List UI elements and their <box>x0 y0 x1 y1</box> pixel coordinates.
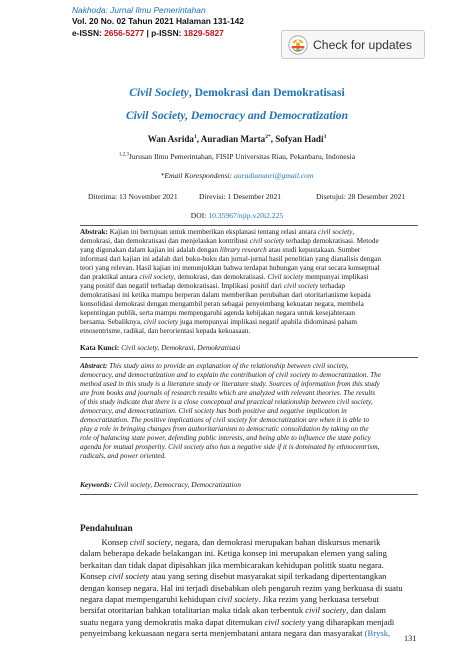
abstrak-term: Civil society <box>267 273 304 281</box>
author-1: Wan Asrida <box>147 134 194 145</box>
abstract-line: agenda for mutual prosperity. Civil society also has a negative side if it is dominated by ethnocentrism, <box>80 443 380 451</box>
journal-volume: Vol. 20 No. 02 Tahun 2021 Halaman 131-142 <box>72 16 244 27</box>
body-line <box>80 571 418 582</box>
doi-label: DOI: <box>190 211 209 220</box>
body-term: civil society <box>305 605 347 616</box>
body-text-run: yang diharapkan menjadi <box>305 616 395 627</box>
abstract-label: Abstract: <box>80 362 108 370</box>
abstrak-label: Abstrak: <box>80 228 108 236</box>
affiliation <box>0 152 474 161</box>
author-list: Wan Asrida$^1$, Auradian Marta$^{2*}$, Sofyan Hadi$^3$ <box>147 134 327 145</box>
kata-kunci <box>80 343 240 352</box>
abstrak-text: informasi dari kajian ini adalah dari buku-buku dan jurnal-jurnal hasil penelitian yang dianalisis dengan <box>80 255 381 263</box>
divider-middle <box>80 357 418 358</box>
kata-kunci-text: Civil society, Demokrasi, Demokratisasi <box>119 343 241 352</box>
abstrak-text: etnosentrisme, radikal, dan berorientasi kepada kekuasaan. <box>80 327 251 335</box>
check-for-updates-label: Check for updates <box>313 37 412 52</box>
date-revised: Direvisi: 1 Desember 2021 <box>199 192 282 201</box>
body-text-run: , negara, dan demokrasi merupakan bahan diskursus menarik <box>170 537 381 547</box>
abstrak-line <box>80 228 418 237</box>
body-text-run: suatu negara yang demokratis maka dapat ditemukan <box>80 616 265 627</box>
body-text-run: Konsep <box>80 537 130 547</box>
abstrak-line <box>80 291 418 300</box>
abstract-line: democratization. The positive implications of civil society for democratization are when it is able to <box>80 416 370 424</box>
kata-kunci-label: Kata Kunci: <box>80 343 120 352</box>
body-text-run: penyeimbang kekuasaan negara serta menjembatani antara negara dan masyarakat <box>80 628 365 639</box>
body-term: civil society <box>217 594 259 605</box>
keywords <box>80 480 241 489</box>
author-2: Auradian Marta <box>200 134 266 145</box>
abstract-line <box>80 362 418 371</box>
abstrak-line <box>80 327 418 336</box>
body-line <box>80 628 418 639</box>
abstrak-text: juga mempunyai implikasi negatif apabila didominasi paham <box>178 318 358 326</box>
body-text-run: . Jika rezim yang berkuasa tersebut <box>258 594 380 605</box>
abstrak-term: library research <box>219 246 267 254</box>
crossmark-icon <box>288 35 308 55</box>
abstrak-line <box>80 246 418 255</box>
journal-header <box>72 5 244 39</box>
divider-top <box>80 225 418 226</box>
body-line <box>80 605 418 616</box>
abstract-text: This study aims to provide an explanation of the relationship between civil society, <box>107 362 349 370</box>
body-text <box>80 537 418 640</box>
abstract-line: play a role in bringing changes from authoritarianism to democratic consolidation by taking on the <box>80 425 369 433</box>
abstrak-text: atau studi kepustakaan. Sumber <box>266 246 361 254</box>
body-line <box>80 537 418 548</box>
eissn-label: e-ISSN: <box>72 27 105 38</box>
body-text-run: Konsep <box>80 571 109 582</box>
body-line: dengan konsep negara. Hal ini terjadi disebabkan oleh pengaruh rezim yang berkuasa di suatu <box>80 582 403 593</box>
abstrak-line <box>80 264 418 273</box>
abstrak-line <box>80 255 418 264</box>
divider-bottom <box>80 494 418 495</box>
title-id-rest: , Demokrasi dan Demokratisasi <box>188 86 345 99</box>
date-accepted: Disetujui: 28 Desember 2021 <box>316 192 406 201</box>
affiliation-sup: 1,2,3 <box>118 152 129 158</box>
body-line: berkaitan dan tidak dapat dipisahkan jika membicarakan kehidupan politik suatu negara. <box>80 559 384 570</box>
abstrak-term: civil society <box>249 237 285 245</box>
abstrak-text: , demokrasi, dan demokratisasi. <box>173 273 268 281</box>
abstrak-text: , <box>352 228 355 236</box>
body-text-run: , dan dalam <box>346 605 386 616</box>
affiliation-text: Jurusan Ilmu Pemerintahan, FISIP Universitas Riau, Pekanbaru, Indonesia <box>128 152 356 161</box>
author-3: Sofyan Hadi <box>275 134 324 145</box>
date-received: Diterima: 13 November 2021 <box>88 192 178 201</box>
abstract-line: role of balancing state power, defending public interests, and being able to influence the state policy <box>80 434 371 442</box>
abstrak-text: yang positif dan negatif terhadap demokratisasi. Implikasi positif dari <box>80 282 284 290</box>
abstrak-line <box>80 237 418 246</box>
abstract-line: radicals, and power oriented. <box>80 452 166 460</box>
abstrak-line <box>80 300 418 309</box>
abstrak-line <box>80 309 418 318</box>
abstrak-text: kepentingan publik, serta mampu mempengaruhi agenda kebijakan negara untuk kesejahteraan <box>80 309 355 317</box>
body-term: civil society <box>108 571 150 582</box>
abstrak-text: mempunyai implikasi <box>303 273 369 281</box>
abstrak-term: civil society <box>143 318 179 326</box>
abstrak-term: civil society <box>139 273 174 281</box>
body-term: civil society <box>264 616 306 627</box>
abstrak-text: dan praktikal antara <box>80 273 140 281</box>
body-text-run: atau yang sering disebut masyarakat sipil terkadang dipertentangkan <box>149 571 387 582</box>
section-heading: Pendahuluan <box>80 524 133 534</box>
body-line <box>80 617 418 628</box>
abstrak-line <box>80 273 418 282</box>
abstrak-text: teori yang relevan. Hasil kajian ini menunjukkan bahwa terdapat hubungan yang erat secara konseptual <box>80 264 380 272</box>
abstract-line: democracy, and democratization and to explain the contribution of civil society to democratization. The <box>80 371 382 379</box>
abstrak-line <box>80 318 418 327</box>
check-for-updates-button[interactable] <box>281 30 425 59</box>
body-term: civil society <box>129 537 171 547</box>
abstract-line: democracy, and democratization. Civil society has both positive and negative implication in <box>80 407 347 415</box>
body-line: dalam beberapa dekade belakangan ini. Ketiga konsep ini merupakan elemen yang saling <box>80 548 387 559</box>
abstrak-text: terhadap <box>318 282 345 290</box>
keywords-text: Civil society, Democracy, Democratization <box>112 480 241 489</box>
abstrak-term: civil society <box>283 282 319 290</box>
keywords-label: Keywords: <box>80 480 113 489</box>
doi <box>0 211 474 220</box>
corresponding-label: *Email Korespondensi: <box>160 171 235 180</box>
abstract-line: method used in this study is a literature study or literature study. Sources of information from this study <box>80 380 380 388</box>
abstrak-text: yang digunakan dalam kajian ini adalah dengan <box>80 246 220 254</box>
corresponding-author <box>0 171 474 180</box>
journal-issn <box>72 28 244 39</box>
abstrak-text: demokratisasi ini ketika mampu berperan dalam memberikan perubahan dari otoritarianisme kepada <box>80 291 371 299</box>
pissn-number: 1829-5827 <box>183 27 224 38</box>
page-number: 131 <box>404 634 417 643</box>
title-english: Civil Society, Democracy and Democratization <box>125 109 349 122</box>
abstrak-text: Kajian ini bertujuan untuk memberikan eksplanasi tentang relasi antara <box>107 228 318 236</box>
citation-link[interactable]: (Brysk, <box>364 628 391 639</box>
abstrak-text: bersama. Sebaliknya, <box>80 318 144 326</box>
abstrak-line <box>80 282 418 291</box>
abstract-line: of this study indicate that there is a close conceptual and practical relationship between civil society, <box>80 398 373 406</box>
title-indonesian <box>0 86 474 99</box>
doi-link[interactable]: 10.35967/njip.v20i2.225 <box>208 211 284 220</box>
body-text-run: bersifat otoritarian bahkan totalitarian maka tidak akan terbentuk <box>80 605 306 616</box>
title-id-italic: Civil Society <box>129 86 189 99</box>
abstrak-text: terhadap demokratisasi. Metode <box>284 237 379 245</box>
pissn-label: | p-ISSN: <box>144 27 184 38</box>
body-line <box>80 594 418 605</box>
abstract-line: are from books and journals of research results which are analyzed with relevant theories. The results <box>80 389 376 397</box>
author-1-sup: 1 <box>193 134 197 140</box>
abstract-block <box>80 362 418 461</box>
corresponding-email-link[interactable]: auradianunri@gmail.com <box>234 171 314 180</box>
journal-name: Nakhoda: Jurnal Ilmu Pemerintahan <box>72 5 206 15</box>
abstrak-term: civil society <box>317 228 353 236</box>
abstrak-block <box>80 228 418 336</box>
author-3-sup: 3 <box>323 134 327 140</box>
abstrak-text: demokrasi, dan demokratisasi dan menjelaskan kontribusi <box>80 237 250 245</box>
body-text-run: negara dapat mempengaruhi kehidupan <box>80 594 218 605</box>
abstrak-text: konsolidasi demokrasi dengan mengambil peran sebagai penyeimbang kekuatan negara, membela <box>80 300 364 308</box>
eissn-number: 2656-5277 <box>104 27 145 38</box>
author-2-sup: 2* <box>265 134 271 140</box>
